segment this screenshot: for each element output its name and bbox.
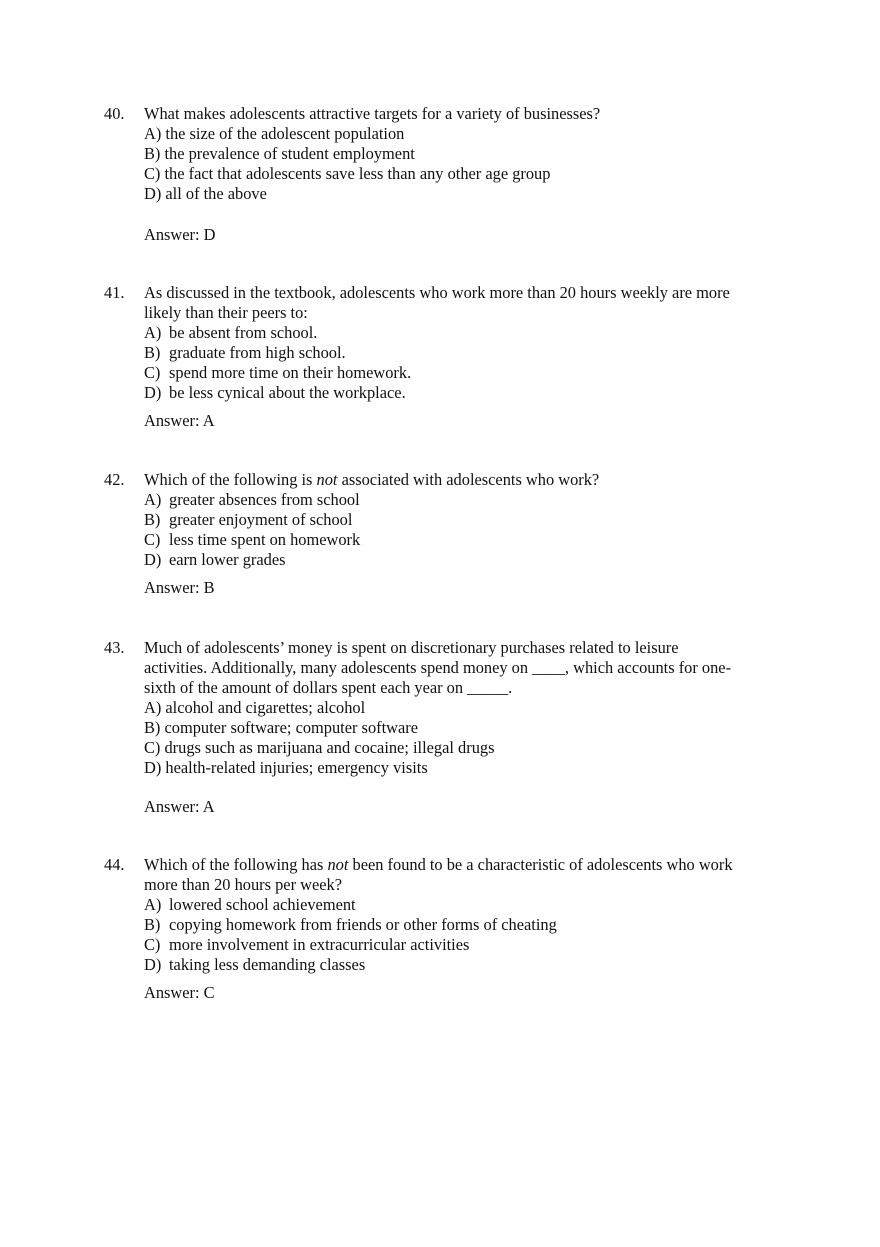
option-c: [144, 530, 784, 550]
option-b: [144, 510, 784, 530]
option-text: taking less demanding classes: [169, 955, 366, 974]
option-c: [144, 935, 784, 955]
question-number: 41.: [104, 283, 125, 302]
option-b: B) the prevalence of student employment: [144, 144, 415, 163]
question-stem: Which of the following is not associated with adolescents who work?: [144, 470, 600, 489]
option-b: [144, 343, 784, 363]
option-letter: A): [144, 895, 162, 914]
option-a: [144, 323, 784, 343]
option-letter: B): [144, 343, 161, 362]
question-number: 43.: [104, 638, 125, 657]
emphasis: not: [327, 855, 349, 874]
question-stem-line-2: more than 20 hours per week?: [144, 875, 342, 894]
option-text: spend more time on their homework.: [169, 363, 412, 382]
option-a: A) alcohol and cigarettes; alcohol: [144, 698, 366, 717]
option-text: copying homework from friends or other forms of cheating: [169, 915, 557, 934]
option-letter: A): [144, 323, 162, 342]
option-b: B) computer software; computer software: [144, 718, 418, 737]
question-stem: What makes adolescents attractive targets for a variety of businesses?: [144, 104, 601, 123]
option-c: C) drugs such as marijuana and cocaine; illegal drugs: [144, 738, 495, 757]
option-b: [144, 915, 784, 935]
option-d: [144, 955, 784, 975]
answer: Answer: A: [144, 411, 215, 430]
question-body: [144, 283, 784, 431]
question-stem-line-2: likely than their peers to:: [144, 303, 308, 322]
option-text: be less cynical about the workplace.: [169, 383, 406, 402]
option-text: greater enjoyment of school: [169, 510, 353, 529]
option-d: D) health-related injuries; emergency visits: [144, 758, 428, 777]
option-letter: B): [144, 915, 161, 934]
option-letter: C): [144, 935, 161, 954]
answer: Answer: C: [144, 983, 215, 1002]
option-letter: D): [144, 383, 162, 402]
question-stem-line-1: Which of the following has not been found to be a characteristic of adolescents who work: [144, 855, 733, 874]
option-a: [144, 490, 784, 510]
question-number: 42.: [104, 470, 125, 489]
option-letter: D): [144, 550, 162, 569]
option-text: lowered school achievement: [169, 895, 356, 914]
question-body: [144, 104, 784, 245]
question-stem-line-3: sixth of the amount of dollars spent each year on _____.: [144, 678, 513, 697]
option-letter: C): [144, 363, 161, 382]
question-body: [144, 470, 784, 598]
question-body: [144, 855, 784, 1003]
option-c: [144, 363, 784, 383]
option-c: C) the fact that adolescents save less than any other age group: [144, 164, 551, 183]
option-text: graduate from high school.: [169, 343, 346, 362]
answer: Answer: D: [144, 225, 216, 244]
option-letter: B): [144, 510, 161, 529]
option-d: [144, 383, 784, 403]
option-letter: D): [144, 955, 162, 974]
question-number: 40.: [104, 104, 125, 123]
option-text: greater absences from school: [169, 490, 360, 509]
option-text: earn lower grades: [169, 550, 286, 569]
answer: Answer: A: [144, 797, 215, 816]
option-letter: C): [144, 530, 161, 549]
option-text: be absent from school.: [169, 323, 318, 342]
option-d: D) all of the above: [144, 184, 267, 203]
option-a: A) the size of the adolescent population: [144, 124, 405, 143]
question-stem-line-2: activities. Additionally, many adolescents spend money on ____, which accounts for one-: [144, 658, 732, 677]
option-letter: A): [144, 490, 162, 509]
question-body: [144, 638, 784, 817]
emphasis: not: [316, 470, 338, 489]
question-stem-line-1: As discussed in the textbook, adolescents who work more than 20 hours weekly are more: [144, 283, 730, 302]
option-d: [144, 550, 784, 570]
option-text: more involvement in extracurricular activities: [169, 935, 470, 954]
option-text: less time spent on homework: [169, 530, 361, 549]
answer: Answer: B: [144, 578, 215, 597]
option-a: [144, 895, 784, 915]
question-number: 44.: [104, 855, 125, 874]
question-stem-line-1: Much of adolescents’ money is spent on discretionary purchases related to leisure: [144, 638, 679, 657]
